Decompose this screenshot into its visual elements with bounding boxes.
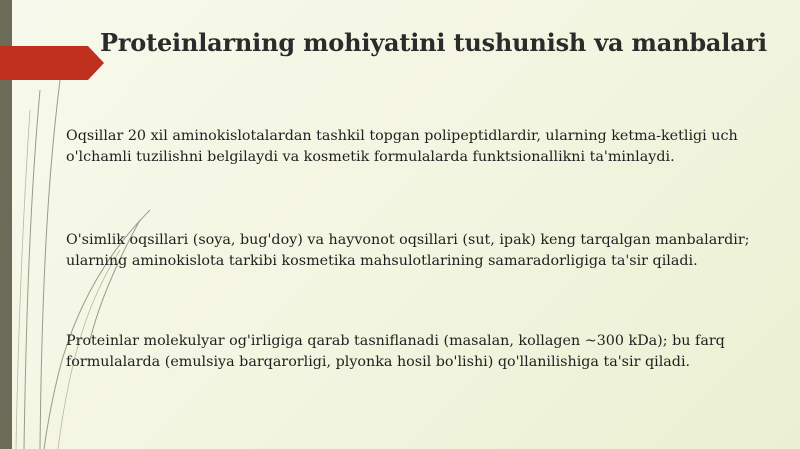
paragraph-amino-acids: Oqsillar 20 xil aminokislotalardan tashkil topgan polipeptidlardir, ularning ketma-ketligi uch o'lchamli tuzilishni belgilaydi va kosmetik formulalarda funktsionallikni ta'minlaydi. [66, 128, 738, 165]
slide-title: Proteinlarning mohiyatini tushunish va manbalari [100, 28, 767, 57]
paragraph-protein-sources: O'simlik oqsillari (soya, bug'doy) va hayvonot oqsillari (sut, ipak) keng tarqalgan manbalardir; ularning aminokislota tarkibi kosmetika mahsulotlarining samaradorligiga ta'sir qiladi. [66, 232, 750, 269]
title-accent-arrow [0, 46, 104, 80]
paragraph-molecular-weight: Proteinlar molekulyar og'irligiga qarab tasniflanadi (masalan, kollagen ~300 kDa); bu farq formulalarda (emulsiya barqarorligi, plyonka hosil bo'lishi) qo'llanilishiga ta'sir qiladi. [66, 333, 725, 370]
